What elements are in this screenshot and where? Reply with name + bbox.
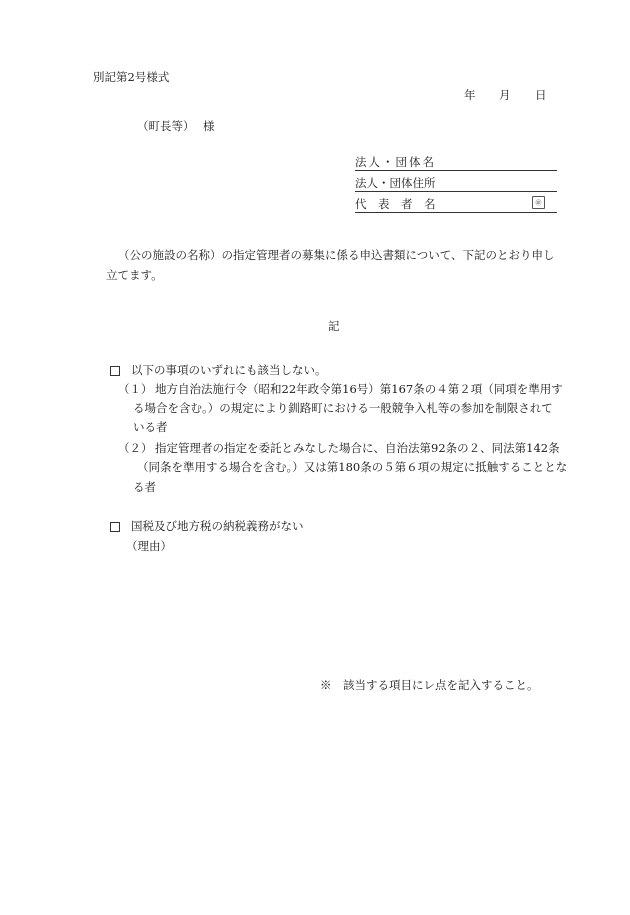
item2-line-3: る者 <box>133 480 156 494</box>
item1-line-2: る場合を含む。）の規定により釧路町における一般競争入札等の参加を制限されて <box>133 401 553 415</box>
item2-line-2: （同条を準用する場合を含む。）又は第180条の５第６項の規定に抵触することとな <box>137 460 568 474</box>
item1-line-3: いる者 <box>133 420 168 434</box>
date-day-label: 日 <box>535 88 547 102</box>
item1-number: （１） <box>118 382 153 396</box>
corp-name-field[interactable] <box>355 155 557 171</box>
intro-line-2: 立てます。 <box>106 268 163 282</box>
section2-reason-label: （理由） <box>126 539 172 553</box>
intro-line-1: （公の施設の名称）の指定管理者の募集に係る申込書類について、下記のとおり申し <box>118 248 555 262</box>
section1-heading: 以下の事項のいずれにも該当しない。 <box>131 363 327 377</box>
date-year-label: 年 <box>464 88 476 102</box>
date-month-label: 月 <box>499 88 511 102</box>
corp-address-field[interactable] <box>355 176 557 192</box>
seal-mark: ㊞ <box>532 196 545 209</box>
item2-number: （２） <box>118 441 153 455</box>
representative-label: 代 表 者 名 <box>355 196 436 211</box>
footer-note: ※ 該当する項目にレ点を記入すること。 <box>320 678 539 692</box>
addressee-honorific: 様 <box>203 119 215 133</box>
corp-name-label: 法人・団体名 <box>355 154 436 169</box>
item1-line-1: 地方自治法施行令（昭和22年政令第16号）第167条の４第２項（同項を準用す <box>155 382 563 396</box>
ki-heading: 記 <box>328 319 340 333</box>
form-number: 別記第2号様式 <box>93 70 170 84</box>
corp-address-label: 法人・団体住所 <box>355 175 436 190</box>
representative-field[interactable] <box>355 197 557 213</box>
addressee-name: （町長等） <box>137 119 195 133</box>
section2-checkbox[interactable] <box>110 522 120 532</box>
section2-heading: 国税及び地方税の納税義務がない <box>131 519 304 533</box>
section1-checkbox[interactable] <box>110 366 120 376</box>
item2-line-1: 指定管理者の指定を委託とみなした場合に、自治法第92条の２、同法第142条 <box>155 441 560 455</box>
